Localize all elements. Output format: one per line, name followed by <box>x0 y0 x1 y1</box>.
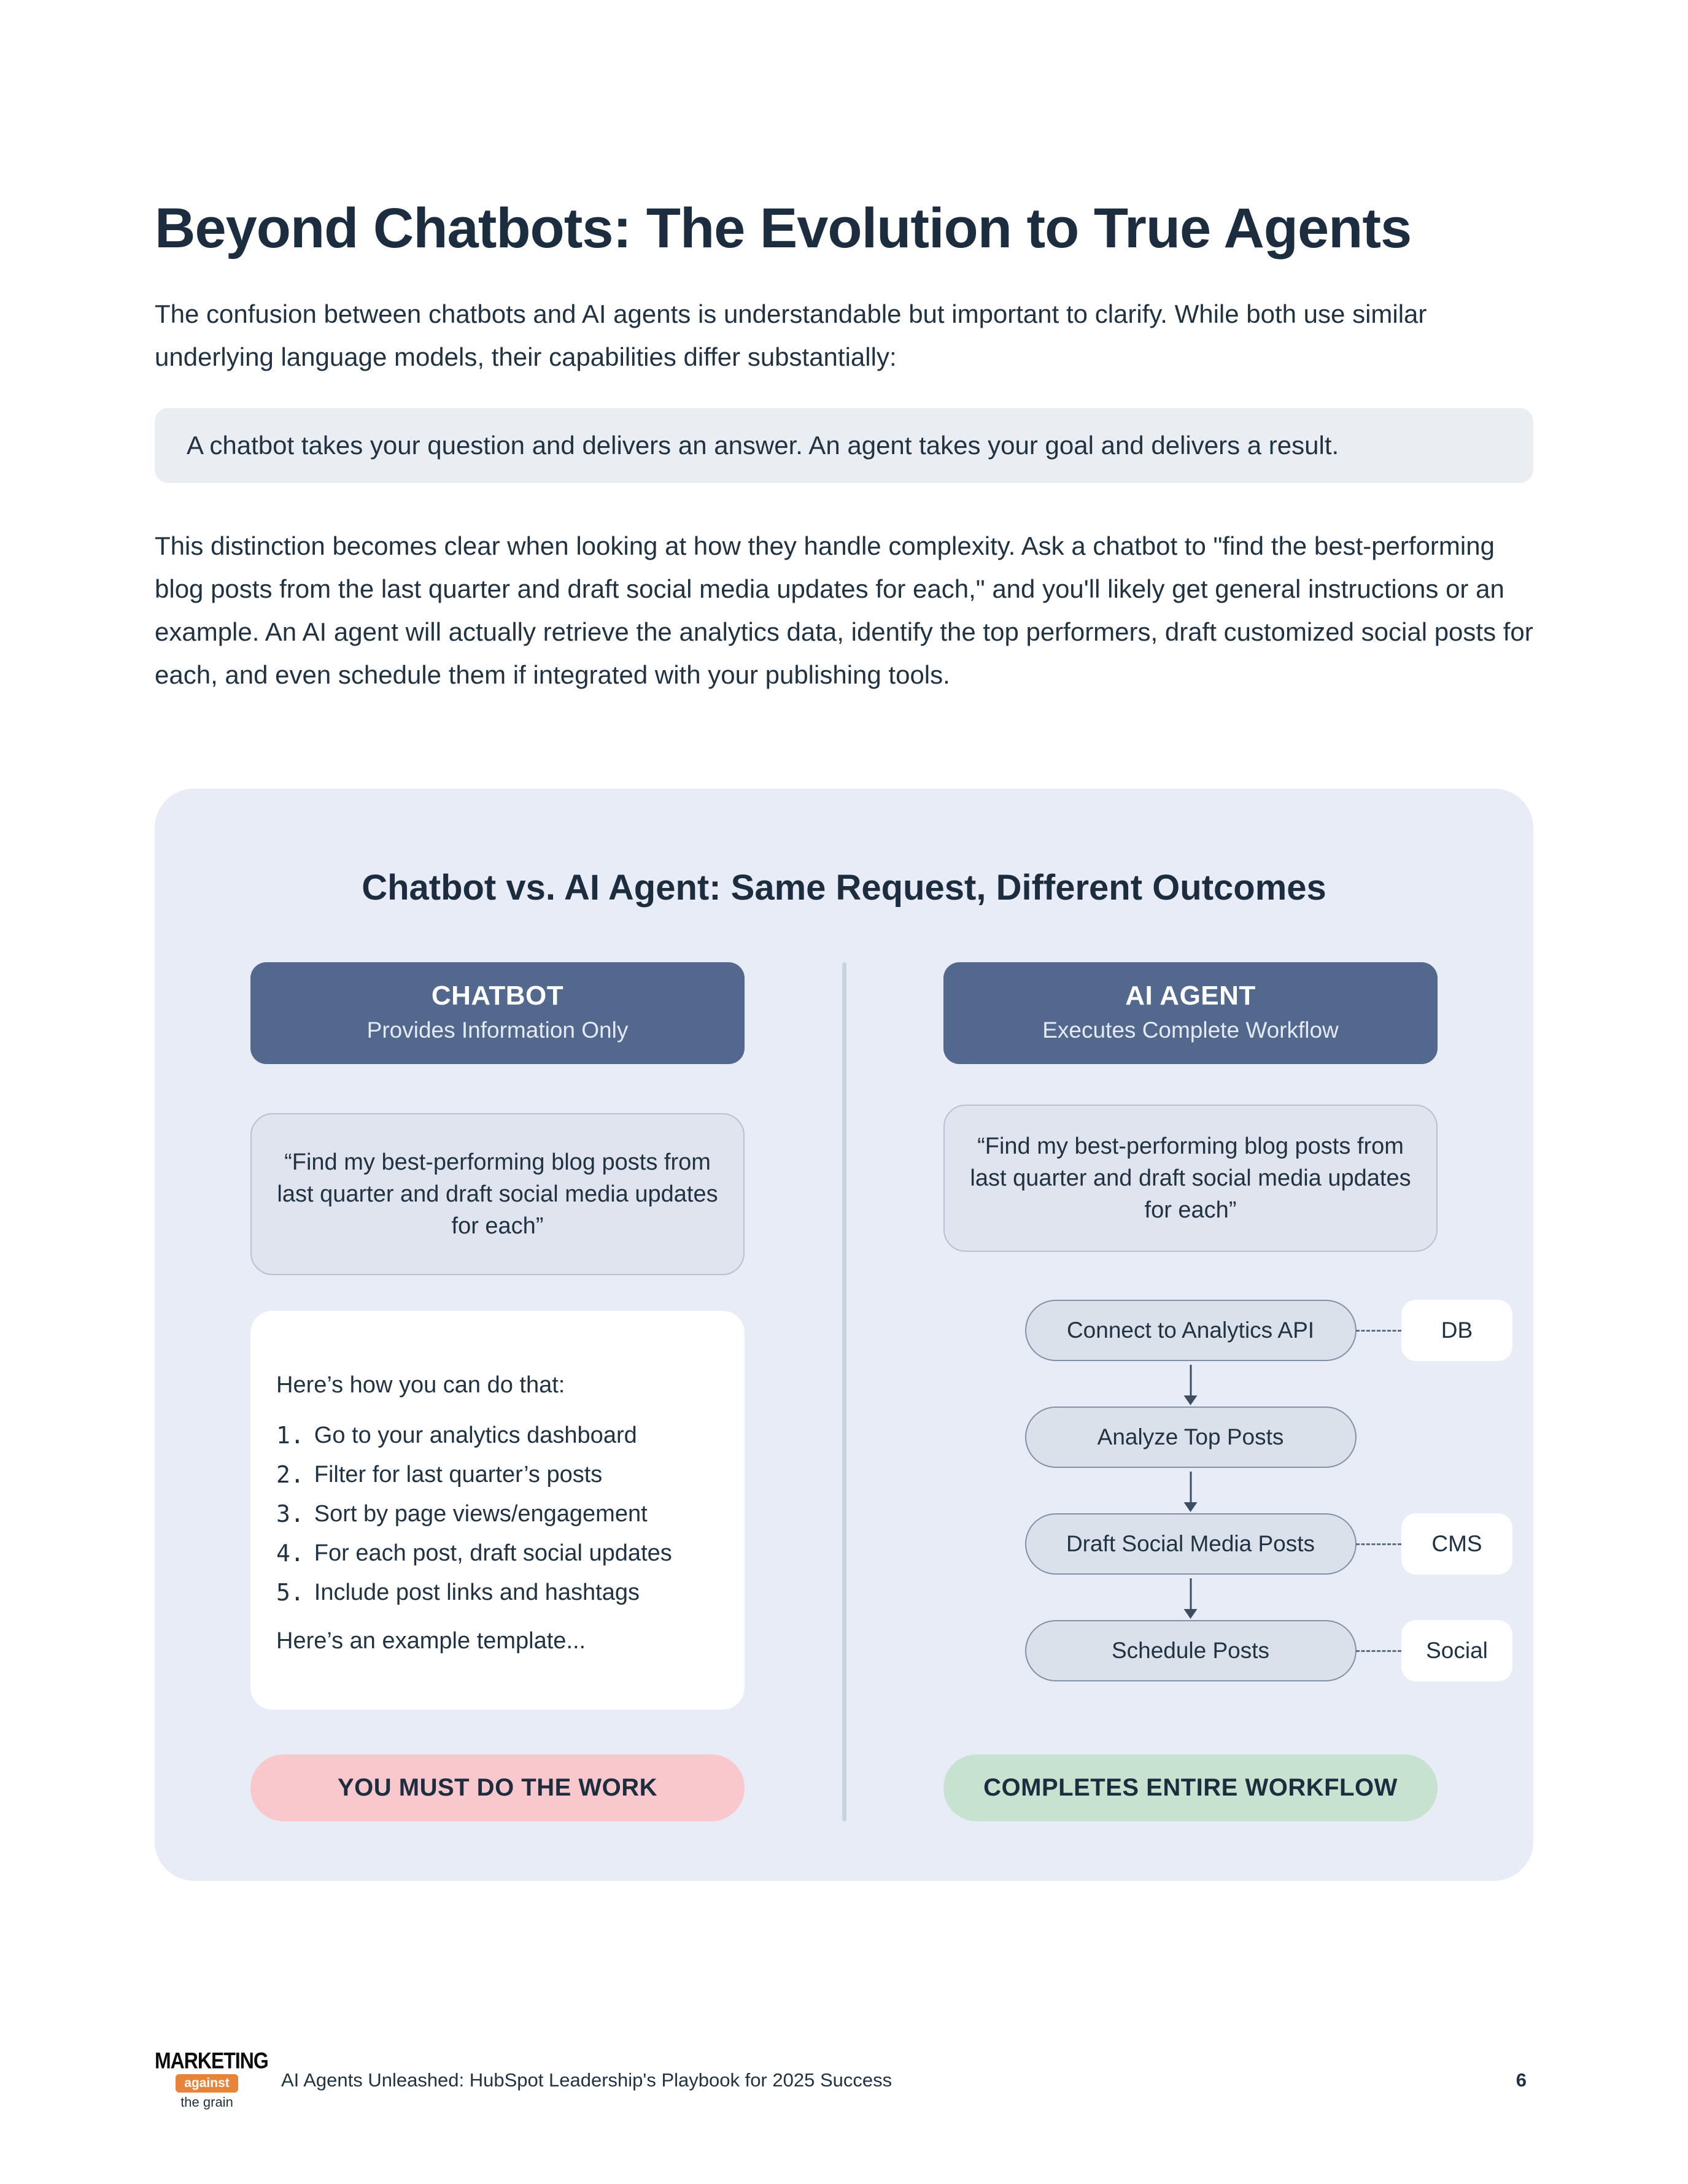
marketing-against-the-grain-logo <box>155 2048 268 2110</box>
step-text: Include post links and hashtags <box>314 1580 640 1605</box>
chatbot-column <box>250 962 745 1821</box>
agent-header-subtitle: Executes Complete Workflow <box>1042 1017 1339 1043</box>
response-intro: Here’s how you can do that: <box>276 1372 565 1398</box>
step-text: Sort by page views/engagement <box>314 1501 648 1527</box>
chatbot-request-quote: “Find my best-performing blog posts from last quarter and draft social media updates for each” <box>250 1113 745 1275</box>
agent-request-quote: “Find my best-performing blog posts from last quarter and draft social media updates for each” <box>943 1105 1438 1252</box>
response-step <box>276 1576 719 1608</box>
response-step <box>276 1419 719 1451</box>
chatbot-response-card <box>250 1311 745 1710</box>
response-outro: Here’s an example template... <box>276 1628 586 1654</box>
agent-header <box>943 962 1438 1064</box>
step-number: 4. <box>276 1540 304 1567</box>
response-step <box>276 1459 719 1491</box>
dashed-connector-icon <box>1356 1330 1401 1332</box>
callout-quote: A chatbot takes your question and delivers an answer. An agent takes your goal and delivers a result. <box>155 408 1533 483</box>
flow-step-draft-posts: Draft Social Media Posts <box>1025 1513 1357 1575</box>
diagram-panel <box>155 789 1533 1881</box>
step-number: 2. <box>276 1461 304 1488</box>
agent-header-title: AI AGENT <box>1125 981 1256 1011</box>
comparison-columns <box>250 962 1488 1821</box>
flow-step-schedule-posts: Schedule Posts <box>1025 1620 1357 1681</box>
flow-row-analyze <box>943 1406 1438 1468</box>
step-number: 3. <box>276 1500 304 1527</box>
agent-column <box>943 962 1488 1821</box>
step-text: Filter for last quarter’s posts <box>314 1462 603 1488</box>
footer <box>155 2050 1527 2110</box>
down-arrow-icon <box>943 1575 1438 1620</box>
step-text: Go to your analytics dashboard <box>314 1422 637 1448</box>
response-step <box>276 1498 719 1530</box>
flow-step-analyze-posts: Analyze Top Posts <box>1025 1406 1357 1468</box>
page-number: 6 <box>1516 2069 1527 2091</box>
logo-grain-text: the grain <box>180 2094 233 2110</box>
flow-step-connect-analytics: Connect to Analytics API <box>1025 1300 1357 1361</box>
column-divider <box>842 962 846 1821</box>
down-arrow-icon <box>943 1468 1438 1513</box>
agent-result-badge: COMPLETES ENTIRE WORKFLOW <box>943 1754 1438 1821</box>
response-steps <box>276 1419 719 1608</box>
flow-side-cms: CMS <box>1401 1513 1512 1575</box>
page-title: Beyond Chatbots: The Evolution to True Agents <box>155 197 1412 260</box>
chatbot-header <box>250 962 745 1064</box>
flow-row-draft <box>943 1513 1482 1575</box>
chatbot-result-badge: YOU MUST DO THE WORK <box>250 1754 745 1821</box>
flow-row-analytics <box>943 1300 1473 1361</box>
flow-row-schedule <box>943 1620 1488 1681</box>
flow-side-db: DB <box>1401 1300 1512 1361</box>
down-arrow-icon <box>943 1361 1438 1406</box>
intro-paragraph: The confusion between chatbots and AI agents is understandable but important to clarify. While both use similar underlying language models, their capabilities differ substantially: <box>155 299 1427 371</box>
response-step <box>276 1537 719 1569</box>
flow-side-social: Social <box>1401 1620 1512 1681</box>
agent-workflow <box>943 1300 1488 1681</box>
step-number: 1. <box>276 1422 304 1449</box>
logo-against-text: against <box>176 2074 238 2093</box>
dashed-connector-icon <box>1356 1650 1401 1652</box>
dashed-connector-icon <box>1356 1543 1401 1545</box>
chatbot-header-subtitle: Provides Information Only <box>366 1017 629 1043</box>
footer-title: AI Agents Unleashed: HubSpot Leadership's Playbook for 2025 Success <box>281 2069 892 2091</box>
chatbot-header-title: CHATBOT <box>431 981 564 1011</box>
body-paragraph: This distinction becomes clear when looking at how they handle complexity. Ask a chatbot to "find the best-performing blog posts from the last quarter and draft social media updates for each," and you'll likely get general instructions or an example. An AI agent will actually retrieve the analytics data, identify the top performers, draft customized social posts for each, and even schedule them if integrated with your publishing tools. <box>155 531 1533 689</box>
logo-marketing-text: MARKETING <box>155 2048 268 2074</box>
step-number: 5. <box>276 1579 304 1606</box>
diagram-title: Chatbot vs. AI Agent: Same Request, Different Outcomes <box>362 868 1326 908</box>
step-text: For each post, draft social updates <box>314 1540 672 1566</box>
